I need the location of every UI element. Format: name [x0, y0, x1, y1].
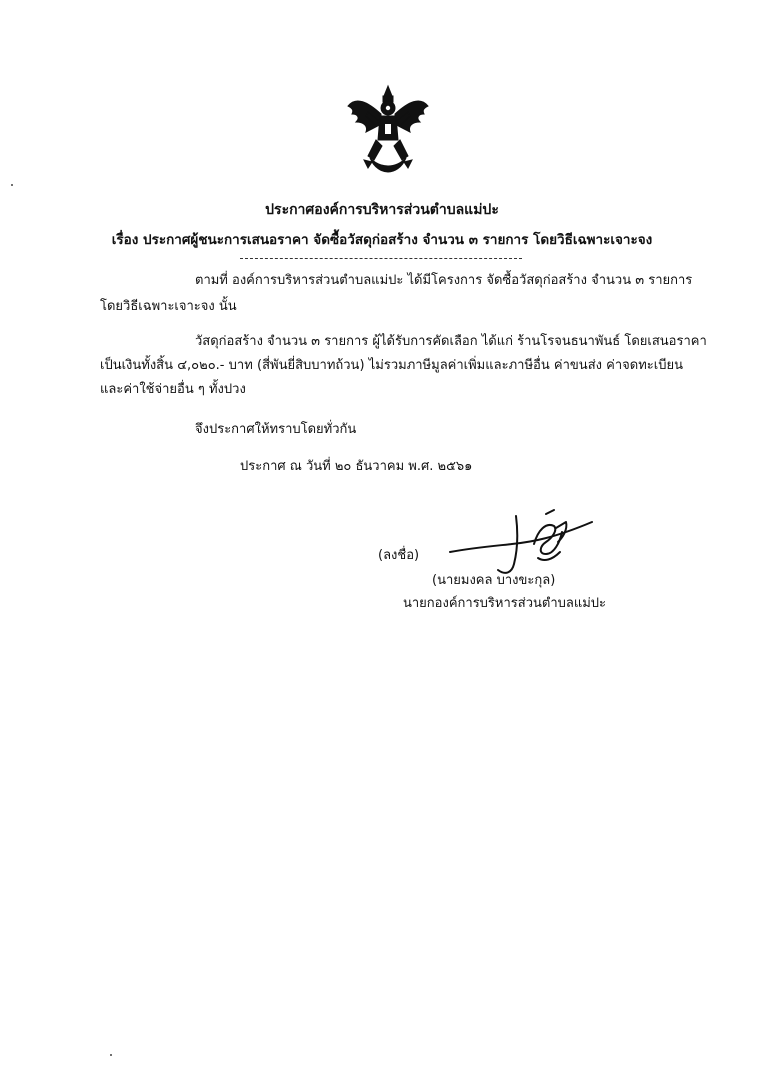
- signatory-name: (นายมงคล บางขะกุล): [432, 573, 556, 588]
- scan-speck: [11, 184, 13, 186]
- document-subject: เรื่อง ประกาศผู้ชนะการเสนอราคา จัดซื้อวัสดุก่อสร้าง จำนวน ๓ รายการ โดยวิธีเฉพาะเจาะจง: [111, 232, 653, 248]
- paragraph2-line2: เป็นเงินทั้งสิ้น ๔,๐๒๐.- บาท (สี่พันยี่สิบบาทถ้วน) ไม่รวมภาษีมูลค่าเพิ่มและภาษีอื่น ค่าขนส่ง ค่าจดทะเบียน: [100, 358, 683, 373]
- announcement-date: ประกาศ ณ วันที่ ๒๐ ธันวาคม พ.ศ. ๒๕๖๑: [240, 459, 473, 474]
- sign-label: (ลงชื่อ): [378, 548, 420, 563]
- scan-speck: [110, 1054, 112, 1056]
- garuda-emblem-icon: [338, 84, 438, 176]
- closing-text: จึงประกาศให้ทราบโดยทั่วกัน: [195, 422, 357, 437]
- paragraph2-line3: และค่าใช้จ่ายอื่น ๆ ทั้งปวง: [100, 382, 246, 397]
- paragraph1-line2: โดยวิธีเฉพาะเจาะจง นั้น: [100, 299, 237, 314]
- paragraph2-line1: วัสดุก่อสร้าง จำนวน ๓ รายการ ผู้ได้รับการคัดเลือก ได้แก่ ร้านโรจนธนาพันธ์ โดยเสนอราคา: [195, 334, 707, 349]
- heading-divider: [240, 258, 522, 259]
- signatory-position: นายกองค์การบริหารส่วนตำบลแม่ปะ: [403, 596, 607, 611]
- paragraph1-line1: ตามที่ องค์การบริหารส่วนตำบลแม่ปะ ได้มีโครงการ จัดซื้อวัสดุก่อสร้าง จำนวน ๓ รายการ: [195, 273, 693, 288]
- document-heading: ประกาศองค์การบริหารส่วนตำบลแม่ปะ: [265, 202, 499, 218]
